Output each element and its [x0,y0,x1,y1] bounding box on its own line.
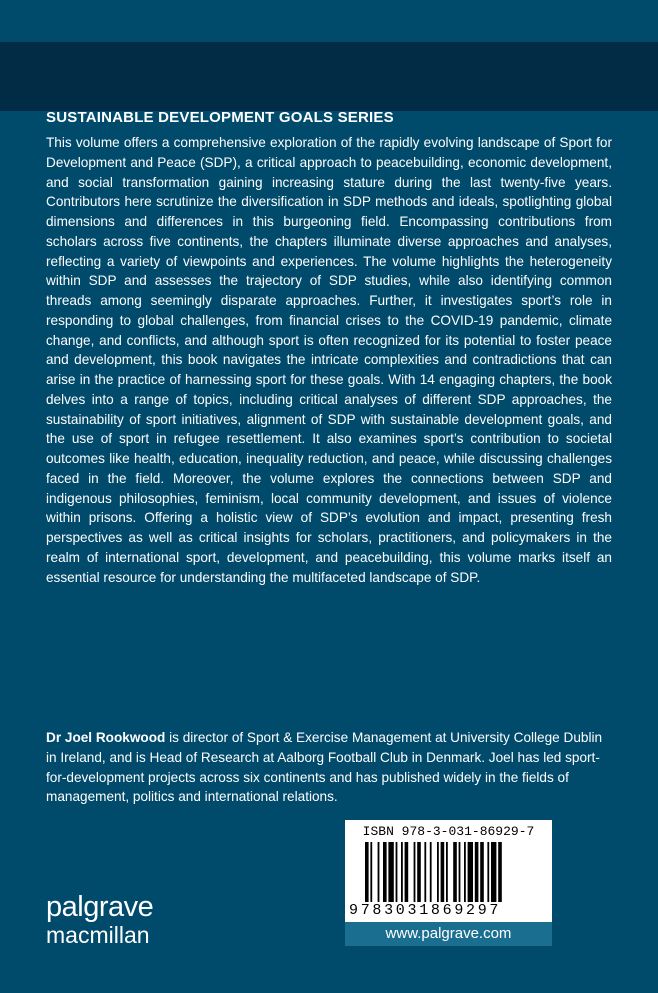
isbn-label: ISBN 978-3-031-86929-7 [362,824,535,839]
logo-line-1: palgrave [46,891,154,923]
isbn-barcode-box [345,820,552,922]
author-bio-text: is director of Sport & Exercise Management at University College Dublin in Ireland, and is Head of Research at Aalborg Football Club in Denmark. Joel has led sport-for-development projects across six continents and has published widely in the fields of management, politics and international relations. [46,730,603,805]
logo-line-2: macmillan [46,922,150,948]
publisher-website[interactable]: www.palgrave.com [345,922,552,946]
author-name: Dr Joel Rookwood [46,730,166,745]
series-title: SUSTAINABLE DEVELOPMENT GOALS SERIES [46,109,394,126]
author-bio [46,728,612,807]
barcode-icon [365,842,537,902]
book-description: This volume offers a comprehensive exploration of the rapidly evolving landscape of Sport for Development and Peace (SDP), a critical approach to peacebuilding, economic development, and social transformation gaining increasing stature during the last twenty-five years. Contributors here scrutinize the diversification in SDP methods and ideals, spotlighting global dimensions and differences in this burgeoning field. Encompassing contributions from scholars across five continents, the chapters illuminate diverse approaches and analyses, reflecting a variety of viewpoints and experiences. The volume highlights the heterogeneity within SDP and assesses the trajectory of SDP studies, while also identifying common threads among seemingly disparate approaches. Further, it investigates sport’s role in responding to global challenges, from financial crises to the COVID-19 pandemic, climate change, and conflicts, and although sport is often recognized for its potential to foster peace and development, this book navigates the intricate complexities and contradictions that can arise in the practice of harnessing sport for these goals. With 14 engaging chapters, the book delves into a range of topics, including critical analyses of different SDP approaches, the sustainability of sport initiatives, alignment of SDP with sustainable development goals, and the use of sport in refugee resettlement. It also examines sport’s contribution to societal outcomes like health, education, inequality reduction, and peace, while discussing challenges faced in the field. Moreover, the volume explores the connections between SDP and indigenous philosophies, feminism, local community development, and issues of violence within prisons. Offering a holistic view of SDP’s evolution and impact, presenting fresh perspectives as well as critical insights for scholars, practitioners, and policymakers in the realm of international sport, development, and peacebuilding, this volume marks itself an essential resource for understanding the multifaceted landscape of SDP. [46,135,612,585]
barcode-number: 9783031869297 [349,902,502,919]
publisher-logo [46,893,153,947]
series-banner [0,42,658,126]
